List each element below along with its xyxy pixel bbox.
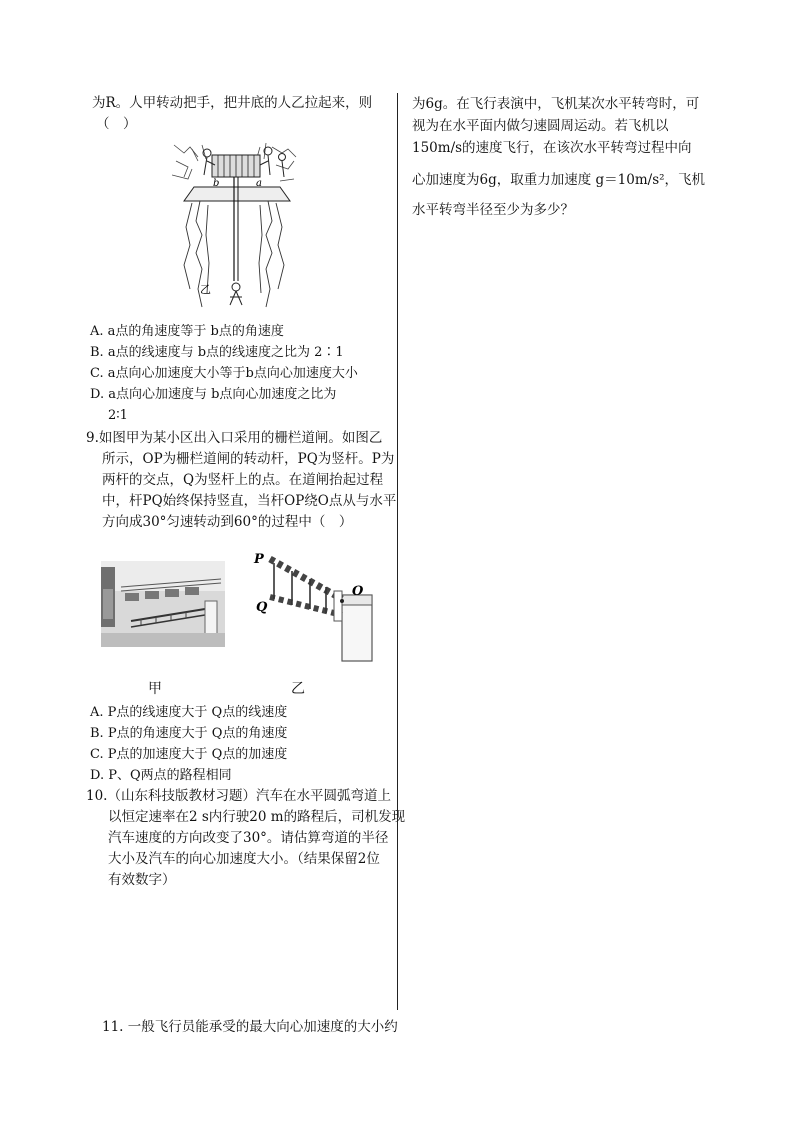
q8-option-a: A. a点的角速度等于 b点的角速度: [90, 324, 284, 339]
well-windlass-figure: [172, 141, 297, 311]
q9-stem-line5: 方向成30°匀速转动到60°的过程中（ ）: [102, 514, 353, 530]
q9-captions: [86, 678, 391, 702]
label-O: O: [352, 584, 364, 599]
q11-stem-left: 11. 一般飞行员能承受的最大向心加速度的大小约: [102, 1019, 398, 1035]
q9-figures: [86, 553, 391, 678]
q8-option-d-cont: 2∶1: [108, 408, 128, 423]
label-Q: Q: [256, 600, 268, 615]
q10-stem-line1: 10.（山东科技版教材习题）汽车在水平圆弧弯道上: [86, 788, 391, 804]
label-a: a: [256, 178, 262, 189]
q10-stem-line2: 以恒定速率在2 s内行驶20 m的路程后，司机发现: [108, 809, 406, 825]
q8-option-c: C. a点向心加速度大小等于b点向心加速度大小: [90, 366, 358, 381]
q8-stem-line1: 为R。人甲转动把手，把井底的人乙拉起来，则: [92, 95, 373, 111]
q9-stem-line3: 两杆的交点，Q为竖杆上的点。在道闸抬起过程: [102, 472, 384, 488]
label-person-yi: 乙: [200, 283, 211, 296]
q8-option-b: B. a点的线速度与 b点的线速度之比为 2∶1: [90, 345, 344, 360]
caption-yi: 乙: [291, 681, 305, 697]
q9-stem-line2: 所示，OP为栅栏道闸的转动杆，PQ为竖杆。P为: [102, 451, 395, 467]
q9-stem-line4: 中，杆PQ始终保持竖直，当杆OP绕O点从与水平: [102, 493, 397, 509]
caption-jia: 甲: [148, 681, 162, 697]
q9-option-a: A. P点的线速度大于 Q点的线速度: [90, 705, 288, 720]
q10-stem-line4: 大小及汽车的向心加速度大小。（结果保留2位: [108, 851, 380, 867]
answer-space: [86, 891, 391, 1017]
left-column: [86, 93, 406, 1038]
q11-stem-line4: 心加速度为6g，取重力加速度 g＝10m/s²，飞机: [412, 172, 706, 188]
right-column: [412, 93, 722, 225]
q11-stem-line3: 150m/s的速度飞行，在该次水平转弯过程中向: [412, 140, 692, 156]
q10-stem-line5: 有效数字）: [108, 872, 176, 888]
label-P: P: [254, 553, 264, 567]
q9-stem-line1: 9.如图甲为某小区出入口采用的栅栏道闸。如图乙: [86, 430, 383, 446]
gate-photo: [101, 561, 225, 647]
q9-option-b: B. P点的角速度大于 Q点的角速度: [90, 726, 288, 741]
column-divider: [397, 93, 398, 1010]
q11-stem-line2: 视为在水平面内做匀速圆周运动。若飞机以: [412, 118, 669, 134]
gate-diagram: [252, 553, 378, 665]
q8-option-d: D. a点向心加速度与 b点向心加速度之比为: [90, 387, 337, 402]
q9-option-c: C. P点的加速度大于 Q点的加速度: [90, 747, 288, 762]
q11-stem-line1: 为6g。在飞行表演中，飞机某次水平转弯时，可: [412, 96, 700, 112]
q8-stem-line2: （ ）: [96, 116, 137, 132]
q10-stem-line3: 汽车速度的方向改变了30°。请估算弯道的半径: [108, 830, 389, 846]
q9-option-d: D. P、Q两点的路程相同: [90, 768, 232, 783]
label-b: b: [213, 178, 220, 189]
q11-stem-line5: 水平转弯半径至少为多少？: [412, 202, 574, 218]
